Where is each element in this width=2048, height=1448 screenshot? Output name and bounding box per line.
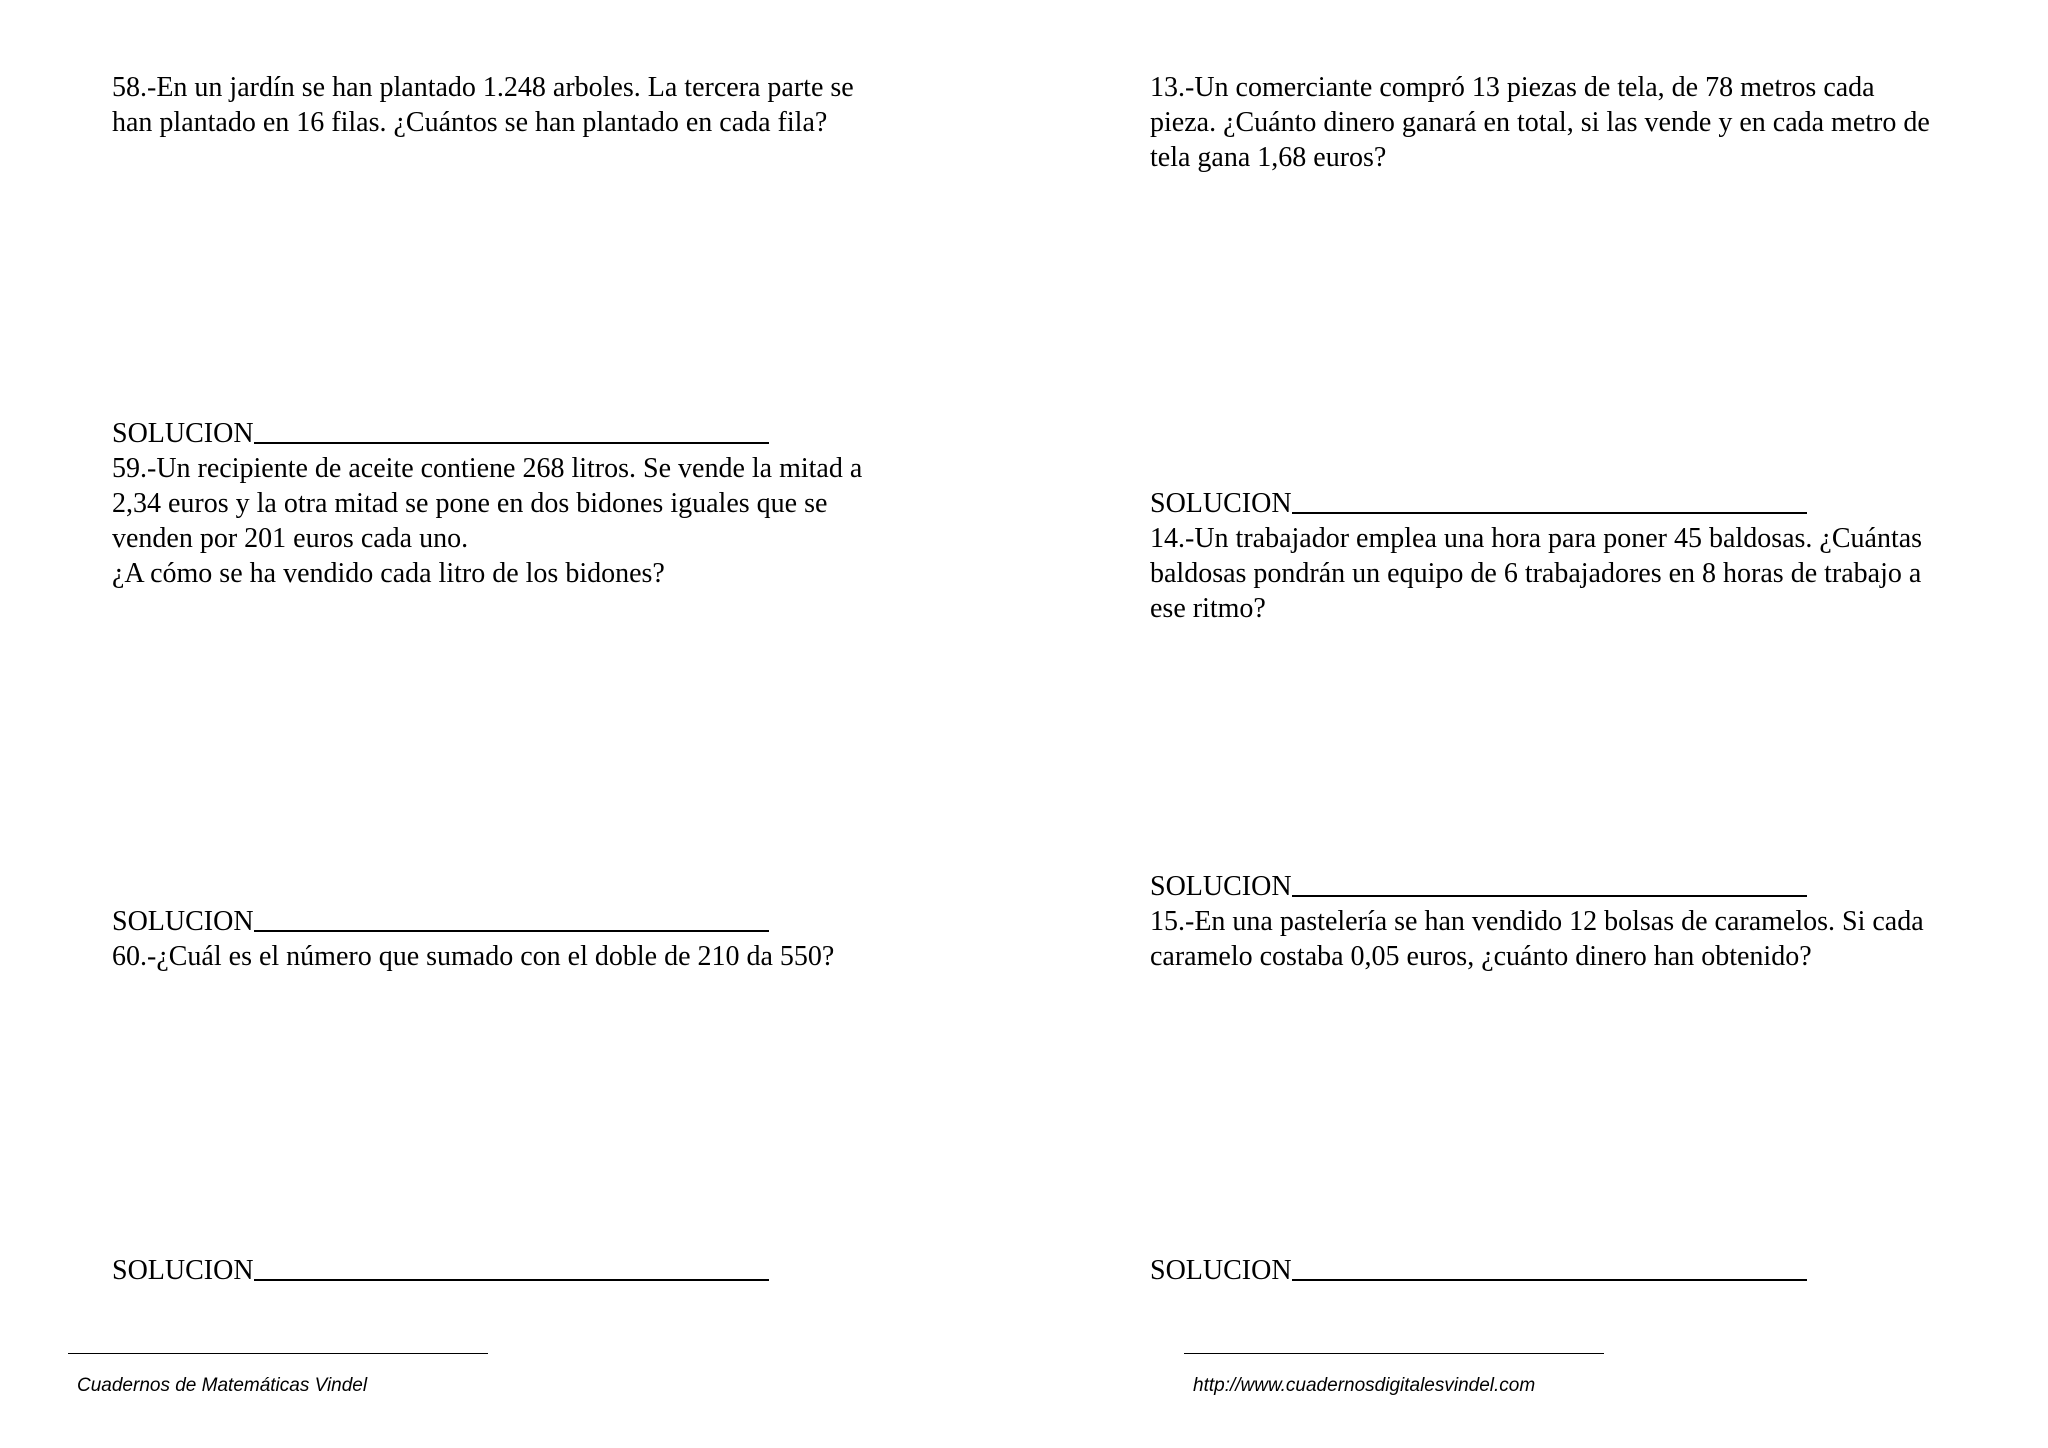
footer-rule-left <box>68 1353 488 1354</box>
answer-line[interactable] <box>254 442 769 444</box>
problem-59-text: 59.-Un recipiente de aceite contiene 268 litros. Se vende la mitad a 2,34 euros y la otra mitad se pone en dos bidones iguales que se venden por 201 euros cada uno. ¿A cómo se ha vendido cada litro de los bidones? <box>112 453 863 589</box>
problem-15-text: 15.-En una pastelería se han vendido 12 bolsas de caramelos. Si cada caramelo costaba 0,05 euros, ¿cuánto dinero han obtenido? <box>1150 906 1924 972</box>
solucion-answer-58 <box>112 416 769 451</box>
answer-line[interactable] <box>1292 1279 1807 1281</box>
solucion-answer-59 <box>112 904 769 939</box>
answer-line[interactable] <box>1292 895 1807 897</box>
solucion-answer-13 <box>1150 486 1807 521</box>
problem-14-text: 14.-Un trabajador emplea una hora para poner 45 baldosas. ¿Cuántas baldosas pondrán un equipo de 6 trabajadores en 8 horas de trabajo a ese ritmo? <box>1150 523 1923 624</box>
answer-line[interactable] <box>254 930 769 932</box>
solucion-answer-60 <box>112 1253 769 1288</box>
footer-url-link[interactable]: http://www.cuadernosdigitalesvindel.com <box>1193 1375 1536 1396</box>
solucion-answer-14 <box>1150 869 1807 904</box>
solucion-label: SOLUCION <box>1150 1255 1292 1286</box>
problem-58-text: 58.-En un jardín se han plantado 1.248 arboles. La tercera parte se han plantado en 16 filas. ¿Cuántos se han plantado en cada fila? <box>112 72 854 138</box>
answer-line[interactable] <box>1292 512 1807 514</box>
solucion-label: SOLUCION <box>1150 871 1292 902</box>
right-column <box>1150 0 2010 1448</box>
solucion-label: SOLUCION <box>112 906 254 937</box>
solucion-answer-15 <box>1150 1253 1807 1288</box>
solucion-label: SOLUCION <box>112 418 254 449</box>
solucion-label: SOLUCION <box>1150 488 1292 519</box>
footer-left-text: Cuadernos de Matemáticas Vindel <box>77 1375 368 1396</box>
problem-13-text: 13.-Un comerciante compró 13 piezas de tela, de 78 metros cada pieza. ¿Cuánto dinero ganará en total, si las vende y en cada metro de tela gana 1,68 euros? <box>1150 72 1930 173</box>
problem-60-text: 60.-¿Cuál es el número que sumado con el doble de 210 da 550? <box>112 941 835 972</box>
answer-line[interactable] <box>254 1279 769 1281</box>
solucion-label: SOLUCION <box>112 1255 254 1286</box>
left-column <box>112 0 972 1448</box>
footer-rule-right <box>1184 1353 1604 1354</box>
